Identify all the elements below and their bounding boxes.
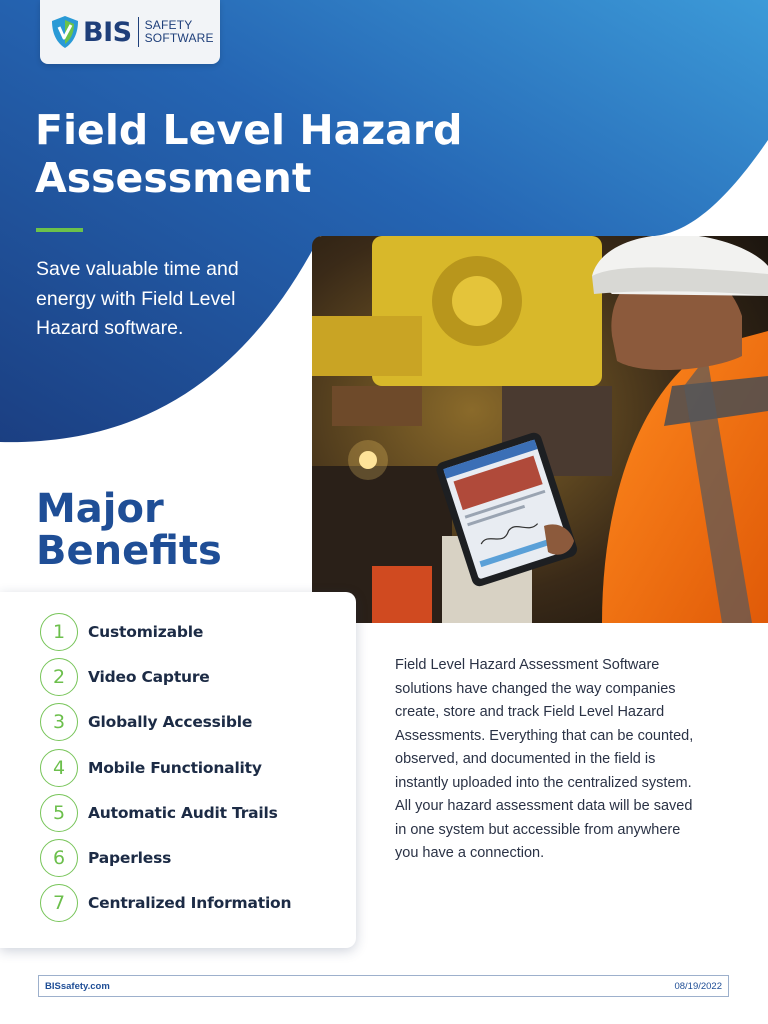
benefit-number: 1 bbox=[40, 613, 78, 651]
footer-date: 08/19/2022 bbox=[674, 980, 722, 992]
benefit-label: Video Capture bbox=[88, 667, 210, 686]
benefits-heading bbox=[36, 488, 296, 572]
benefit-number: 5 bbox=[40, 794, 78, 832]
benefit-item bbox=[40, 700, 291, 745]
benefit-number: 6 bbox=[40, 839, 78, 877]
page-footer bbox=[38, 975, 729, 997]
benefit-item bbox=[40, 790, 291, 835]
benefit-label: Mobile Functionality bbox=[88, 758, 262, 777]
benefit-number: 3 bbox=[40, 703, 78, 741]
brand-name: BIS bbox=[83, 16, 132, 48]
page-title-line2: Assessment bbox=[35, 154, 312, 202]
benefit-number: 7 bbox=[40, 884, 78, 922]
brand-tagline-line2: SOFTWARE bbox=[144, 31, 214, 45]
brand-tagline-line1: SAFETY bbox=[144, 18, 193, 32]
brand-logo[interactable] bbox=[40, 0, 220, 64]
title-accent-rule bbox=[36, 228, 83, 232]
benefit-number: 2 bbox=[40, 658, 78, 696]
footer-website-link[interactable]: BISsafety.com bbox=[45, 980, 110, 992]
benefit-label: Automatic Audit Trails bbox=[88, 803, 278, 822]
worker-with-tablet-image bbox=[312, 236, 768, 623]
benefit-item bbox=[40, 745, 291, 790]
benefit-item bbox=[40, 609, 291, 654]
benefit-item bbox=[40, 835, 291, 880]
benefits-card bbox=[0, 592, 356, 948]
shield-logo-icon bbox=[50, 15, 80, 49]
benefits-list bbox=[40, 609, 291, 926]
brand-tagline bbox=[145, 19, 214, 45]
benefit-label: Paperless bbox=[88, 849, 172, 868]
description-paragraph: Field Level Hazard Assessment Software solutions have changed the way companies create, store and track Field Level Hazard Assessments. Everything that can be counted, observed, and documented in the field is instantly uploaded into the centralized system. All your hazard assessment data will be saved in one system but accessible from anywhere you have a connection. bbox=[395, 657, 694, 861]
hero-photo bbox=[312, 236, 768, 623]
benefits-heading-line1: Major bbox=[36, 486, 164, 532]
benefit-label: Customizable bbox=[88, 622, 204, 641]
hero-subtitle: Save valuable time and energy with Field Level Hazard software. bbox=[36, 258, 239, 339]
benefit-label: Globally Accessible bbox=[88, 713, 253, 732]
benefits-heading-line2: Benefits bbox=[36, 528, 222, 574]
benefit-number: 4 bbox=[40, 749, 78, 787]
benefit-label: Centralized Information bbox=[88, 894, 292, 913]
logo-divider bbox=[138, 17, 139, 47]
page-title bbox=[35, 106, 495, 202]
benefit-item bbox=[40, 881, 291, 926]
benefit-item bbox=[40, 654, 291, 699]
page-title-line1: Field Level Hazard bbox=[35, 106, 463, 154]
